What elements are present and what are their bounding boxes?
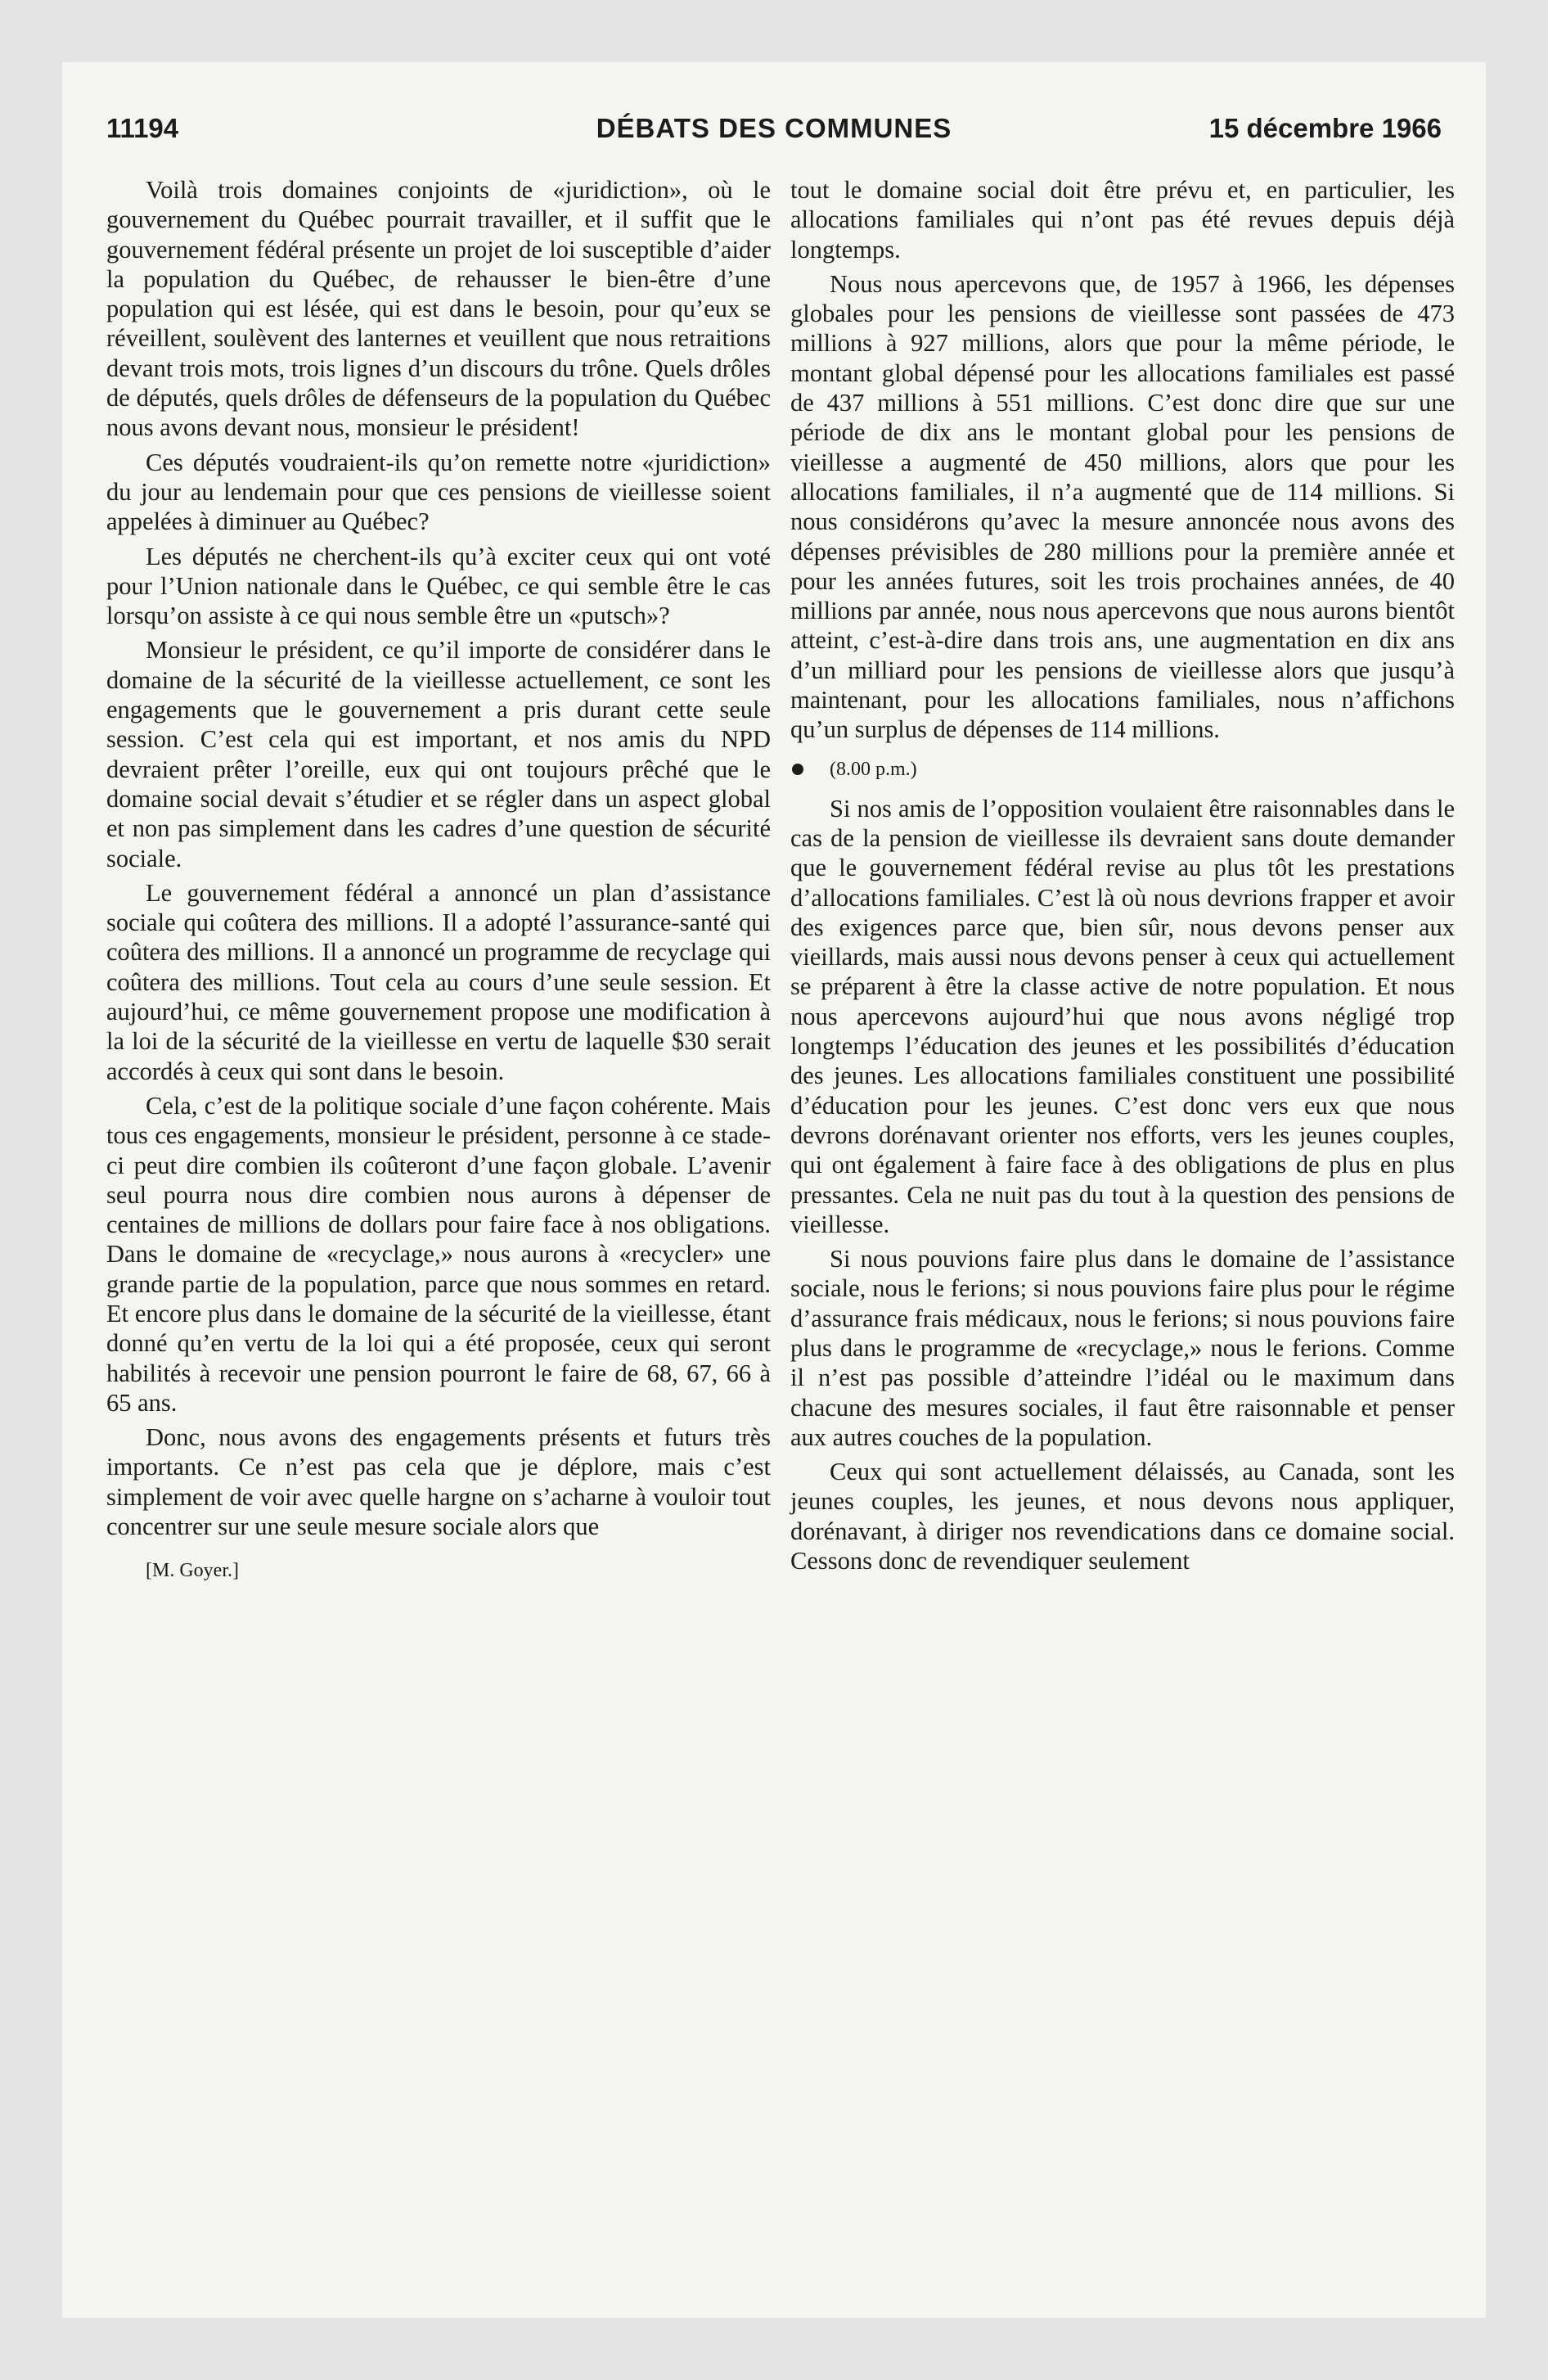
paragraph: Le gouvernement fédéral a annoncé un plan d’assistance sociale qui coûtera des millions. Il a adopté l’assurance-santé qui coûtera des millions. Il a annoncé un programme de recyclage qui coûtera des millions. Tout cela au cours d’une seule session. Et aujourd’hui, ce même gouvernement propose une modification à la loi de la sécurité de la vieillesse en vertu de laquelle $30 serait accordés à ceux qui sont dans le besoin.	[106, 878, 771, 1085]
paragraph: Ceux qui sont actuellement délaissés, au Canada, sont les jeunes couples, les jeunes, et nous devons nous appliquer, dorénavant, à diriger nos revendications dans ce domaine social. Cessons donc de revendiquer seulement	[790, 1458, 1455, 1575]
page-number: 11194	[106, 113, 179, 143]
time-marker-text: (8.00 p.m.)	[830, 758, 917, 780]
speaker-attribution: [M. Goyer.]	[146, 1560, 239, 1582]
paragraph: Ces députés voudraient-ils qu’on remette notre «juridiction» du jour au lendemain pour que ces pensions de vieillesse soient appelées à diminuer au Québec?	[106, 448, 771, 536]
document-page	[62, 62, 1486, 2318]
time-marker	[790, 755, 1455, 784]
bullet-icon	[792, 764, 803, 775]
paragraph: Nous nous apercevons que, de 1957 à 1966, les dépenses globales pour les pensions de vieillesse sont passées de 473 millions à 927 millions, alors que pour la même période, le montant global dépensé pour les allocations familiales est passé de 437 millions à 551 millions. C’est donc dire que sur une période de dix ans le montant global pour les pensions de vieillesse a augmenté de 450 millions, alors que pour les allocations familiales, il n’a augmenté que de 114 millions. Si nous considérons qu’avec la mesure annoncée nous avons des dépenses prévisibles de 280 millions pour la première année et pour les années futures, soit les trois prochaines années, de 40 millions par année, nous nous apercevons que nous aurons bientôt atteint, c’est-à-dire dans trois ans, une augmentation en dix ans d’un milliard pour les pensions de vieillesse alors que jusqu’à maintenant, pour les allocations familiales, nous n’affichons qu’un surplus de dépenses de 114 millions.	[790, 269, 1455, 744]
page-header	[106, 113, 1442, 157]
right-column	[790, 175, 1455, 1580]
paragraph: Voilà trois domaines conjoints de «juridiction», où le gouvernement du Québec pourrait travailler, et il suffit que le gouvernement fédéral présente un projet de loi susceptible d’aider la population du Québec, de rehausser le bien-être d’une population qui est lésée, qui est dans le besoin, pour qu’eux se réveillent, soulèvent des lanternes et veuillent que nous retraitions devant trois mots, trois lignes d’un discours du trône. Quels drôles de députés, quels drôles de défenseurs de la population du Québec nous avons devant nous, monsieur le président!	[106, 176, 771, 442]
paragraph: Si nos amis de l’opposition voulaient être raisonnables dans le cas de la pension de vieillesse ils devraient sans doute demander que le gouvernement fédéral revise au plus tôt les prestations d’allocations familiales. C’est là où nous devrions frapper et avoir des exigences parce que, bien sûr, nous devons penser aux vieillards, mais aussi nous devons penser à ceux qui actuellement se préparent à être la classe active de notre population. Et nous nous apercevons aujourd’hui que nous avons négligé trop longtemps l’éducation des jeunes et les possibilités d’éducation des jeunes. Les allocations familiales constituent une possibilité d’éducation pour les jeunes. C’est donc vers eux que nous devrons dorénavant orienter nos efforts, vers les jeunes couples, qui ont également à faire face à des obligations de plus en plus pressantes. Cela ne nuit pas du tout à la question des pensions de vieillesse.	[790, 794, 1455, 1238]
left-column	[106, 175, 771, 1586]
paragraph: Si nous pouvions faire plus dans le domaine de l’assistance sociale, nous le ferions; si nous pouvions faire plus pour le régime d’assurance frais médicaux, nous le ferions; si nous pouvions faire plus dans le programme de «recyclage,» nous le ferions. Comme il n’est pas possible d’atteindre l’idéal ou le maximum dans chacune des mesures sociales, il faut être raisonnable et penser aux autres couches de la population.	[790, 1245, 1455, 1451]
page-date: 15 décembre 1966	[1208, 113, 1442, 143]
paragraph: Cela, c’est de la politique sociale d’une façon cohérente. Mais tous ces engagements, monsieur le président, personne à ce stade-ci peut dire combien ils coûteront d’une façon globale. L’avenir seul pourra nous dire combien nous aurons à dépenser de centaines de millions de dollars pour faire face à nos obligations. Dans le domaine de «recyclage,» nous aurons à «recycler» une grande partie de la population, parce que nous sommes en retard. Et encore plus dans le domaine de la sécurité de la vieillesse, étant donné qu’en vertu de la loi qui a été proposée, ceux qui seront habilités à recevoir une pension pourront le faire de 68, 67, 66 à 65 ans.	[106, 1091, 771, 1417]
publication-title: DÉBATS DES COMMUNES	[596, 113, 952, 143]
paragraph: Monsieur le président, ce qu’il importe de considérer dans le domaine de la sécurité de la vieillesse actuellement, ce sont les engagements que le gouvernement a pris durant cette seule session. C’est cela qui est important, et nos amis du NPD devraient prêter l’oreille, eux qui ont toujours prêché que le domaine social devait s’étudier et se régler dans un aspect global et non pas simplement dans les cadres d’une question de sécurité sociale.	[106, 636, 771, 872]
paragraph: tout le domaine social doit être prévu et, en particulier, les allocations familiales qui n’ont pas été revues depuis déjà longtemps.	[790, 176, 1455, 264]
paragraph: Donc, nous avons des engagements présents et futurs très importants. Ce n’est pas cela que je déplore, mais c’est simplement de voir avec quelle hargne on s’acharne à vouloir tout concentrer sur une seule mesure sociale alors que	[106, 1423, 771, 1541]
paragraph: Les députés ne cherchent-ils qu’à exciter ceux qui ont voté pour l’Union nationale dans le Québec, ce qui semble être le cas lorsqu’on assiste à ce qui nous semble être un «putsch»?	[106, 542, 771, 630]
